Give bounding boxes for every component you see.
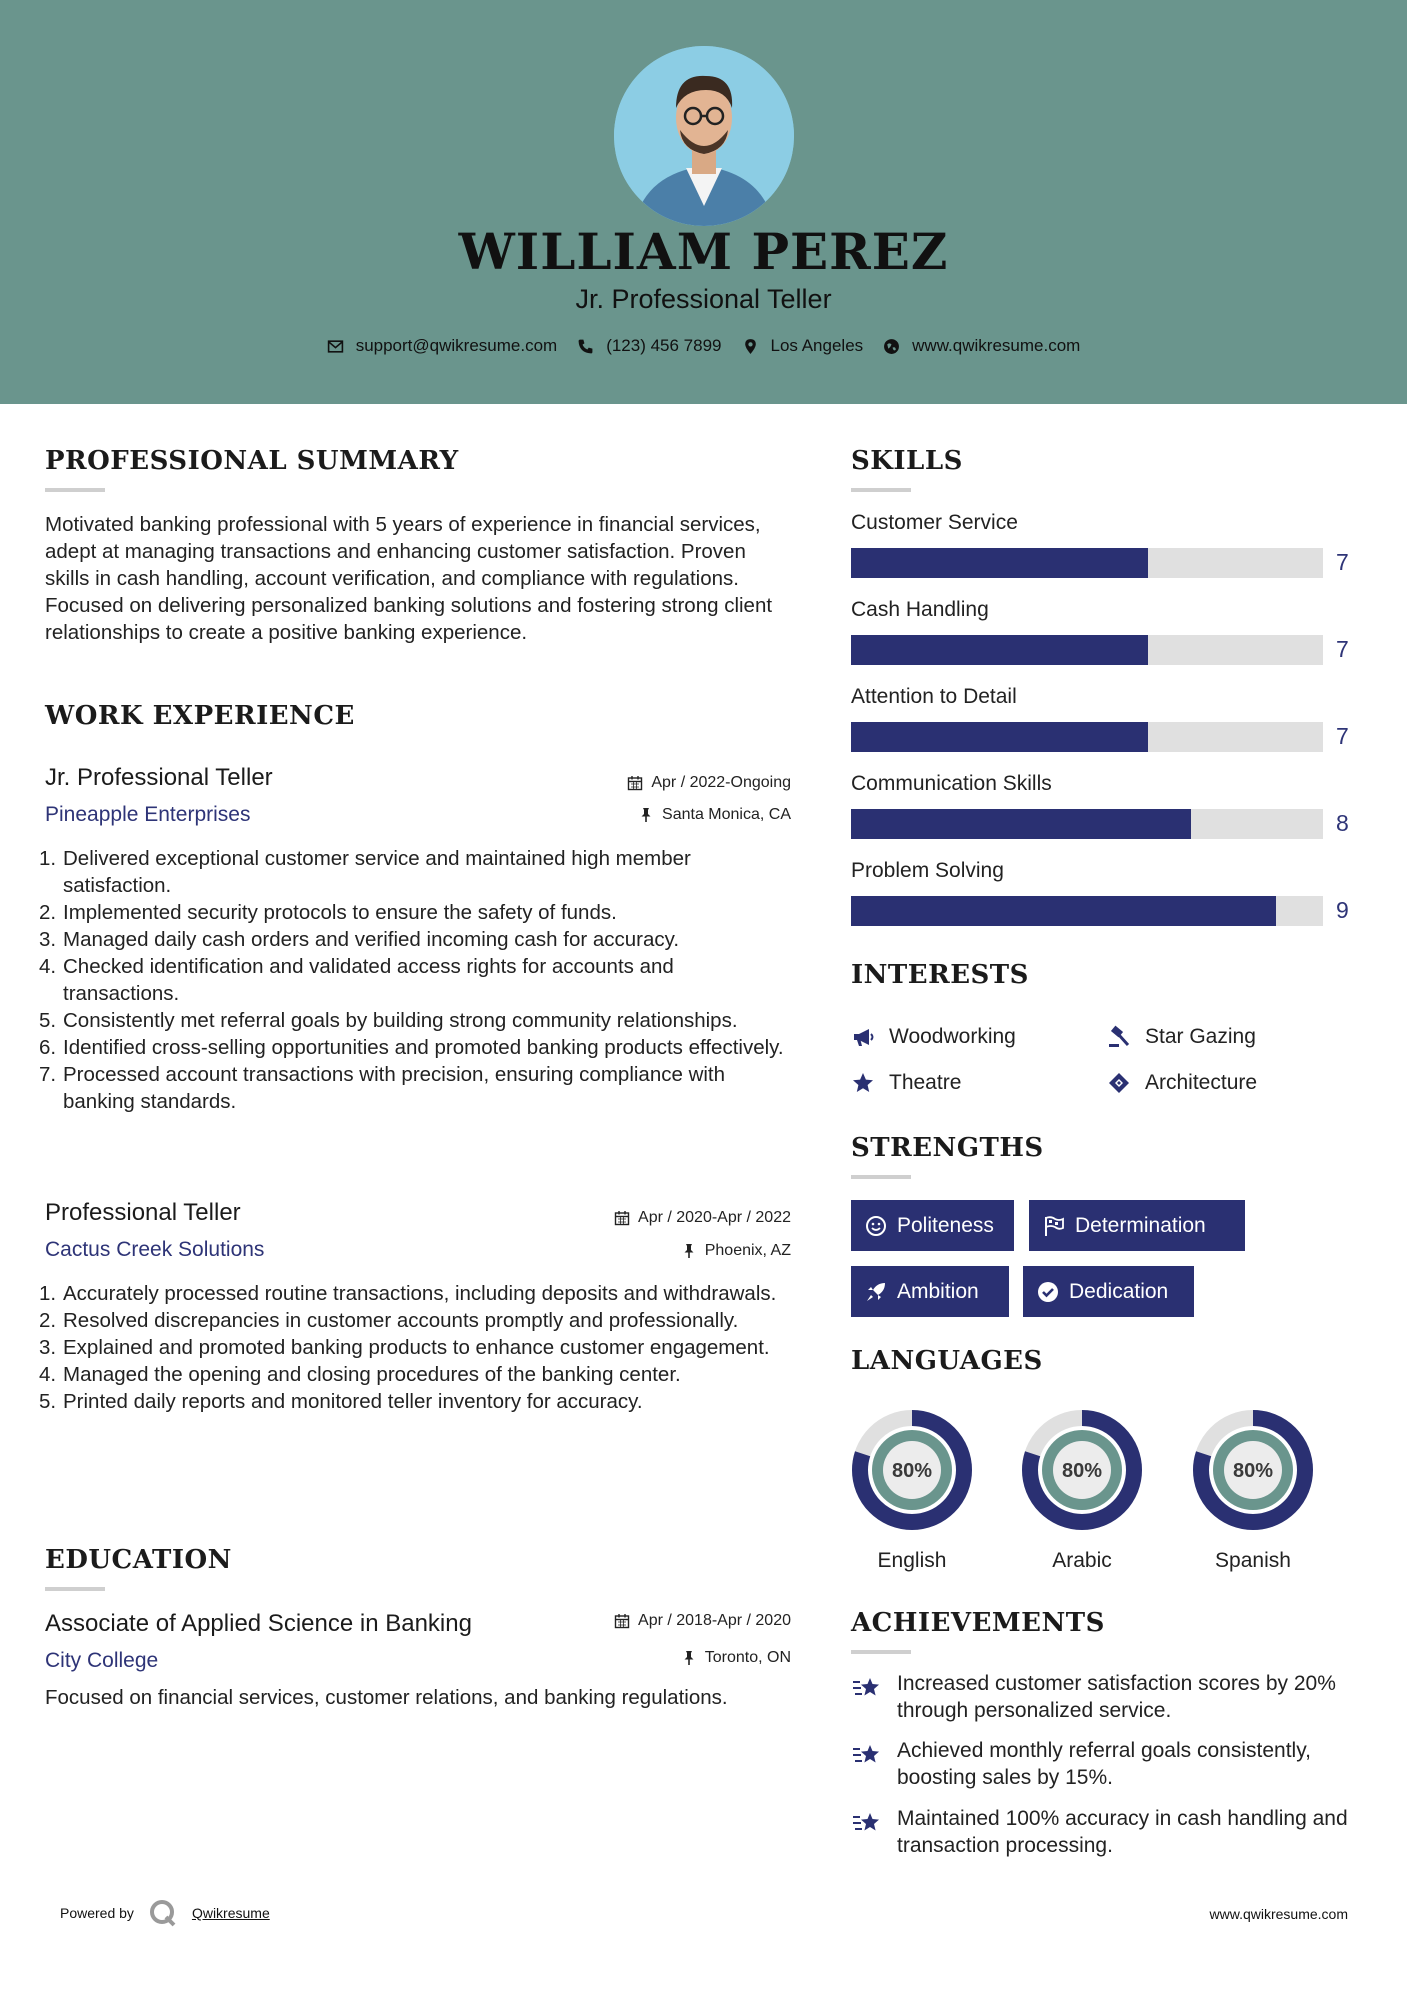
skill-bar-track [851, 896, 1323, 926]
bullet-text: Processed account transactions with precision, ensuring compliance with banking standards. [63, 1063, 726, 1113]
envelope-icon [327, 338, 344, 355]
location-text: Los Angeles [770, 336, 864, 355]
job-location [638, 806, 791, 824]
job-dates [627, 774, 791, 792]
education-location-text: Toronto, ON [704, 1649, 791, 1666]
shooting-star-icon [851, 1807, 883, 1839]
achievement-item [851, 1670, 1371, 1724]
calendar-icon [627, 775, 643, 791]
globe-icon [883, 338, 900, 355]
shooting-star-icon [851, 1739, 883, 1771]
summary-divider [45, 488, 105, 492]
person-portrait-icon [614, 46, 794, 226]
bullet-text: Explained and promoted banking products to enhance customer engagement. [63, 1336, 770, 1359]
language-gauge [1192, 1409, 1314, 1572]
languages-heading: LANGUAGES [851, 1346, 1043, 1376]
interest-item [1107, 1025, 1256, 1049]
job-responsibilities [39, 1280, 795, 1415]
language-percent: 80% [1232, 1460, 1274, 1482]
list-item: 3. Managed daily cash orders and verified incoming cash for accuracy. [39, 928, 680, 951]
skill-bar-track [851, 635, 1323, 665]
ticket-icon [1107, 1071, 1131, 1095]
smile-icon [865, 1215, 887, 1237]
school-name: City College [45, 1649, 159, 1672]
language-percent: 80% [1061, 1460, 1103, 1482]
skill-bar-track [851, 722, 1323, 752]
email-text: support@qwikresume.com [355, 336, 558, 355]
skill-value: 7 [1336, 636, 1349, 662]
megaphone-icon [851, 1025, 875, 1049]
candidate-name: WILLIAM PEREZ [458, 222, 949, 281]
strengths-heading: STRENGTHS [851, 1133, 1044, 1163]
interest-item [851, 1071, 961, 1095]
education-dates [614, 1612, 791, 1630]
language-percent: 80% [891, 1460, 933, 1482]
interest-item [1107, 1071, 1257, 1095]
website-text: www.qwikresume.com [912, 336, 1081, 355]
summary-text: Motivated banking professional with 5 years of experience in financial services, adept at managing transactions and enhancing customer satisfaction. Proven skills in cash handling, account verification, and compliance with regulations. Focused on delivering personalized banking solutions and fostering strong client relationships to create a positive banking experience. [45, 513, 773, 644]
language-donut [851, 1409, 973, 1531]
skill-value: 7 [1336, 549, 1349, 575]
bullet-text: Implemented security protocols to ensure the safety of funds. [63, 901, 617, 924]
skill-bar-fill [851, 548, 1148, 578]
strength-label: Determination [1075, 1213, 1206, 1237]
phone-text: (123) 456 7899 [606, 336, 722, 355]
bullet-text: Printed daily reports and monitored teller inventory for accuracy. [63, 1390, 643, 1413]
skill-bar-fill [851, 809, 1191, 839]
achievement-text: Increased customer satisfaction scores by 20% through personalized service. [897, 1672, 1336, 1722]
bullet-text: Managed the opening and closing procedures of the banking center. [63, 1363, 681, 1386]
list-item: 6. Identified cross-selling opportunities and promoted banking products effectively. [39, 1036, 784, 1059]
language-donut [1192, 1409, 1314, 1531]
job-dates [614, 1209, 791, 1227]
job-dates-text: Apr / 2022-Ongoing [651, 774, 791, 791]
list-item: 4. Managed the opening and closing procedures of the banking center. [39, 1363, 681, 1386]
list-item: 3. Explained and promoted banking products to enhance customer engagement. [39, 1336, 770, 1359]
star-icon [851, 1071, 875, 1095]
gavel-icon [1107, 1025, 1131, 1049]
qwikresume-logo-icon [148, 1898, 178, 1928]
interest-label: Star Gazing [1145, 1025, 1256, 1048]
job-title: Professional Teller [45, 1199, 241, 1226]
contact-email[interactable] [327, 336, 558, 356]
strengths-divider [851, 1175, 911, 1179]
summary-heading: PROFESSIONAL SUMMARY [45, 446, 459, 476]
resume-header [0, 0, 1407, 404]
contact-location [742, 336, 864, 356]
bullet-text: Checked identification and validated access rights for accounts and transactions. [63, 955, 674, 1005]
skill-value: 8 [1336, 810, 1349, 836]
education-heading: EDUCATION [45, 1545, 232, 1575]
powered-by-text: Powered by [60, 1905, 134, 1921]
education-description: Focused on financial services, customer relations, and banking regulations. [45, 1686, 728, 1709]
strength-badge [851, 1266, 1009, 1317]
flag-icon [1043, 1215, 1065, 1237]
rocket-icon [865, 1281, 887, 1303]
skill-label: Communication Skills [851, 772, 1052, 795]
pushpin-icon [681, 1243, 697, 1259]
language-donut [1021, 1409, 1143, 1531]
skill-label: Cash Handling [851, 598, 989, 621]
interest-label: Woodworking [889, 1025, 1016, 1048]
calendar-icon [614, 1210, 630, 1226]
strength-badge [1029, 1200, 1245, 1251]
achievement-text: Achieved monthly referral goals consistently, boosting sales by 15%. [897, 1739, 1311, 1789]
list-item: 4. Checked identification and validated access rights for accounts and transactions. [39, 955, 674, 1005]
bullet-text: Identified cross-selling opportunities and promoted banking products effectively. [63, 1036, 784, 1059]
interest-label: Architecture [1145, 1071, 1258, 1094]
language-label: English [877, 1549, 947, 1572]
job-title: Jr. Professional Teller [45, 764, 273, 791]
bullet-text: Accurately processed routine transactions, including deposits and withdrawals. [63, 1282, 777, 1305]
contact-phone[interactable] [577, 336, 721, 356]
skill-value: 9 [1336, 897, 1349, 923]
education-dates-text: Apr / 2018-Apr / 2020 [638, 1612, 791, 1629]
interests-heading: INTERESTS [851, 960, 1029, 990]
list-item: 7. Processed account transactions with precision, ensuring compliance with banking standards. [39, 1063, 726, 1113]
skill-bar-fill [851, 722, 1148, 752]
skills-heading: SKILLS [851, 446, 963, 476]
skill-bar-track [851, 809, 1323, 839]
bullet-text: Managed daily cash orders and verified incoming cash for accuracy. [63, 928, 680, 951]
contact-website[interactable] [883, 336, 1080, 356]
language-gauge [1021, 1409, 1143, 1572]
interest-item [851, 1025, 1016, 1049]
footer-powered-by [60, 1898, 270, 1928]
contact-bar [0, 336, 1407, 356]
job-location [681, 1242, 791, 1260]
check-circle-icon [1037, 1281, 1059, 1303]
strength-badge [851, 1200, 1014, 1251]
job-location-text: Phoenix, AZ [704, 1242, 791, 1259]
language-label: Spanish [1215, 1549, 1291, 1572]
list-item: 5. Printed daily reports and monitored teller inventory for accuracy. [39, 1390, 643, 1413]
map-pin-icon [742, 338, 759, 355]
phone-icon [577, 338, 594, 355]
strength-label: Dedication [1069, 1279, 1169, 1303]
bullet-text: Resolved discrepancies in customer accounts promptly and professionally. [63, 1309, 739, 1332]
job-company: Pineapple Enterprises [45, 803, 251, 826]
achievement-item [851, 1737, 1371, 1791]
job-responsibilities [39, 845, 795, 1115]
list-item: 2. Resolved discrepancies in customer accounts promptly and professionally. [39, 1309, 739, 1332]
job-company: Cactus Creek Solutions [45, 1238, 265, 1261]
education-location [681, 1649, 791, 1667]
achievements-divider [851, 1650, 911, 1654]
pushpin-icon [638, 807, 654, 823]
job-dates-text: Apr / 2020-Apr / 2022 [638, 1209, 791, 1226]
interest-label: Theatre [889, 1071, 962, 1094]
bullet-text: Delivered exceptional customer service and maintained high member satisfaction. [63, 847, 691, 897]
experience-heading: WORK EXPERIENCE [45, 701, 355, 731]
brand-link[interactable]: Qwikresume [191, 1905, 270, 1921]
skill-bar-fill [851, 896, 1276, 926]
candidate-role: Jr. Professional Teller [575, 284, 832, 314]
skill-bar-track [851, 548, 1323, 578]
language-label: Arabic [1052, 1549, 1112, 1572]
list-item: 1. Delivered exceptional customer service and maintained high member satisfaction. [39, 847, 691, 897]
strength-label: Ambition [897, 1279, 979, 1303]
language-gauge [851, 1409, 973, 1572]
achievement-item [851, 1805, 1371, 1859]
job-location-text: Santa Monica, CA [662, 806, 791, 823]
footer-website[interactable]: www.qwikresume.com [1209, 1906, 1348, 1922]
skill-value: 7 [1336, 723, 1349, 749]
list-item: 2. Implemented security protocols to ensure the safety of funds. [39, 901, 617, 924]
shooting-star-icon [851, 1672, 883, 1704]
list-item: 5. Consistently met referral goals by building strong community relationships. [39, 1009, 738, 1032]
strength-label: Politeness [897, 1213, 994, 1237]
calendar-icon [614, 1613, 630, 1629]
education-divider [45, 1587, 105, 1591]
skill-label: Attention to Detail [851, 685, 1017, 708]
achievement-text: Maintained 100% accuracy in cash handling and transaction processing. [897, 1807, 1348, 1857]
list-item: 1. Accurately processed routine transactions, including deposits and withdrawals. [39, 1282, 777, 1305]
skill-label: Customer Service [851, 511, 1018, 534]
degree-title: Associate of Applied Science in Banking [45, 1610, 472, 1637]
skills-divider [851, 488, 911, 492]
achievements-heading: ACHIEVEMENTS [851, 1608, 1105, 1638]
skill-bar-fill [851, 635, 1148, 665]
skill-label: Problem Solving [851, 859, 1004, 882]
profile-photo [614, 46, 794, 226]
pushpin-icon [681, 1650, 697, 1666]
bullet-text: Consistently met referral goals by building strong community relationships. [63, 1009, 738, 1032]
strength-badge [1023, 1266, 1194, 1317]
